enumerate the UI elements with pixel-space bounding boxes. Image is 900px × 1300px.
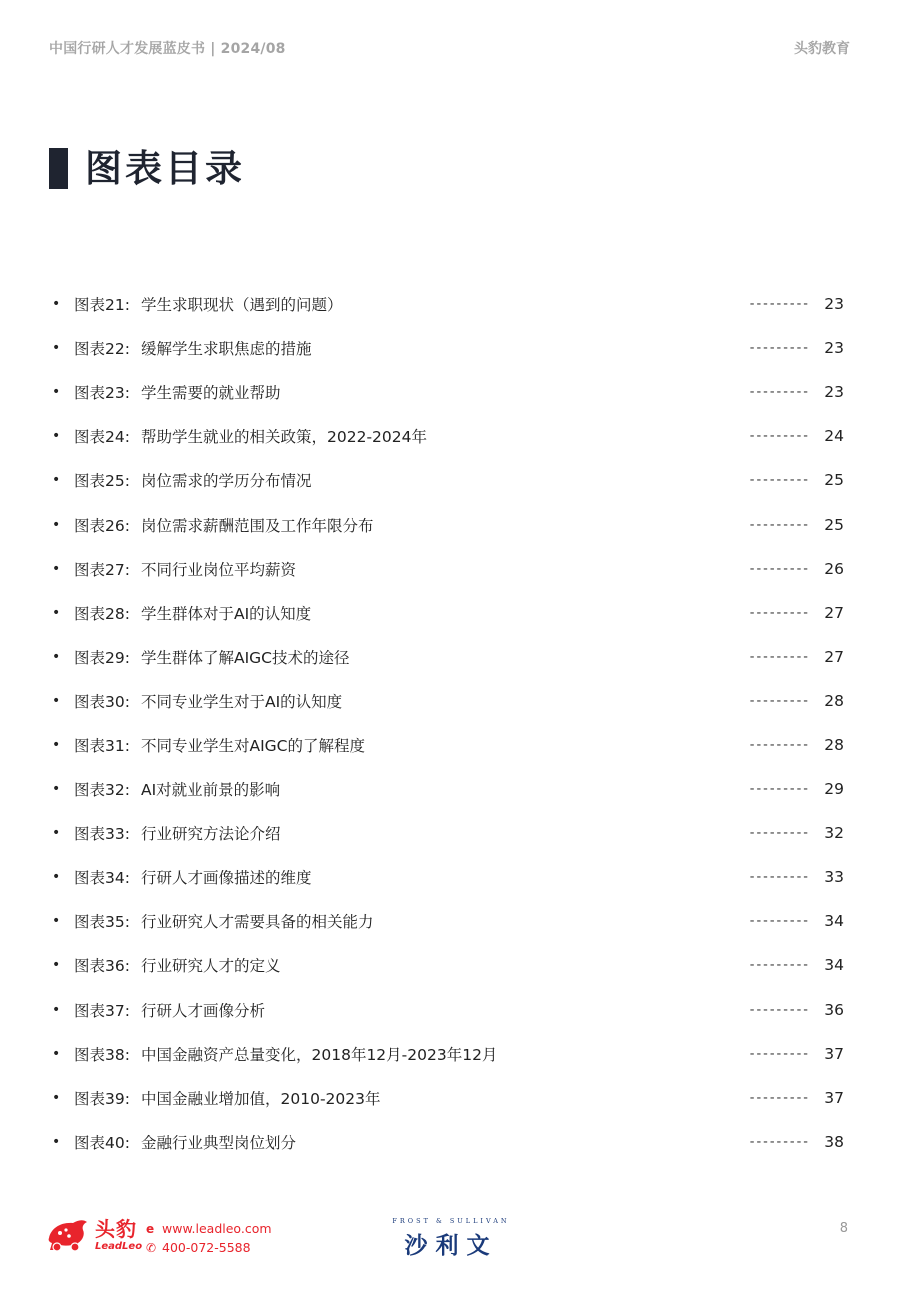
- toc-item[interactable]: [52, 1076, 852, 1120]
- figure-label: 图表27:: [74, 560, 130, 579]
- contact-info: [146, 1219, 272, 1257]
- figure-title: AI对就业前景的影响: [141, 781, 281, 800]
- header-report-title: 中国行研人才发展蓝皮书 | 2024/08: [49, 41, 286, 57]
- bullet-icon: •: [52, 428, 61, 445]
- bullet-icon: •: [52, 648, 61, 665]
- figure-title: 学生群体对于AI的认知度: [141, 604, 312, 623]
- bullet-icon: •: [52, 472, 61, 489]
- figure-page-number: 25: [824, 515, 844, 534]
- toc-item[interactable]: [52, 899, 852, 943]
- section-title: [49, 148, 245, 189]
- figure-title: 不同行业岗位平均薪资: [141, 560, 297, 579]
- leader-dashes: ---------: [749, 517, 810, 533]
- partner-name-en: FROST & SULLIVAN: [392, 1217, 510, 1225]
- toc-item[interactable]: [52, 767, 852, 811]
- figure-title: 不同专业学生对AIGC的了解程度: [141, 736, 366, 755]
- figure-title: 行业研究人才需要具备的相关能力: [141, 913, 374, 932]
- leader-dashes: ---------: [749, 693, 810, 709]
- figure-page-number: 26: [824, 559, 844, 578]
- bullet-icon: •: [52, 1133, 61, 1150]
- figure-page-number: 34: [824, 956, 844, 975]
- bullet-icon: •: [52, 781, 61, 798]
- figure-title: 岗位需求的学历分布情况: [141, 472, 312, 491]
- figure-label: 图表24:: [74, 428, 130, 447]
- leader-dashes: ---------: [749, 605, 810, 621]
- toc-item[interactable]: [52, 811, 852, 855]
- figure-page-number: 24: [824, 427, 844, 446]
- figure-label: 图表40:: [74, 1133, 130, 1152]
- toc-item[interactable]: [52, 635, 852, 679]
- figure-label: 图表23:: [74, 384, 130, 403]
- figure-page-number: 25: [824, 471, 844, 490]
- toc-item[interactable]: [52, 855, 852, 899]
- bullet-icon: •: [52, 516, 61, 533]
- figure-label: 图表39:: [74, 1089, 130, 1108]
- bullet-icon: •: [52, 1045, 61, 1062]
- figure-label: 图表32:: [74, 781, 130, 800]
- bullet-icon: •: [52, 604, 61, 621]
- figure-page-number: 36: [824, 1000, 844, 1019]
- bullet-icon: •: [52, 869, 61, 886]
- figure-page-number: 23: [824, 383, 844, 402]
- bullet-icon: •: [52, 736, 61, 753]
- web-icon: e: [146, 1221, 155, 1236]
- figure-label: 图表35:: [74, 913, 130, 932]
- brand-name-en: LeadLeo: [95, 1240, 143, 1252]
- leader-dashes: ---------: [749, 472, 810, 488]
- leader-dashes: ---------: [749, 384, 810, 400]
- toc-item[interactable]: [52, 502, 852, 546]
- toc-item[interactable]: [52, 547, 852, 591]
- figure-title: 金融行业典型岗位划分: [141, 1133, 297, 1152]
- figure-page-number: 23: [824, 339, 844, 358]
- figure-page-number: 29: [824, 780, 844, 799]
- figure-label: 图表33:: [74, 825, 130, 844]
- bullet-icon: •: [52, 913, 61, 930]
- toc-item[interactable]: [52, 458, 852, 502]
- leader-dashes: ---------: [749, 869, 810, 885]
- leader-dashes: ---------: [749, 561, 810, 577]
- bullet-icon: •: [52, 957, 61, 974]
- bullet-icon: •: [52, 296, 61, 313]
- figure-title: 学生求职现状（遇到的问题）: [141, 296, 343, 315]
- header-brand: 头豹教育: [794, 41, 850, 57]
- toc-item[interactable]: [52, 414, 852, 458]
- figure-label: 图表31:: [74, 736, 130, 755]
- leader-dashes: ---------: [749, 913, 810, 929]
- toc-item[interactable]: [52, 723, 852, 767]
- partner-name-cn: 沙利文: [404, 1233, 498, 1259]
- figure-page-number: 27: [824, 647, 844, 666]
- leader-dashes: ---------: [749, 737, 810, 753]
- leader-dashes: ---------: [749, 1002, 810, 1018]
- figure-label: 图表37:: [74, 1001, 130, 1020]
- figure-title: 中国金融资产总量变化，2018年12月-2023年12月: [141, 1045, 498, 1064]
- figure-label: 图表21:: [74, 296, 130, 315]
- leader-dashes: ---------: [749, 781, 810, 797]
- figure-title: 行业研究方法论介绍: [141, 825, 281, 844]
- figure-label: 图表26:: [74, 516, 130, 535]
- figure-title: 学生群体了解AIGC技术的途径: [141, 648, 350, 667]
- bullet-icon: •: [52, 825, 61, 842]
- figure-page-number: 28: [824, 691, 844, 710]
- phone-icon: ✆: [146, 1240, 157, 1255]
- figure-title: 行研人才画像描述的维度: [141, 869, 312, 888]
- leader-dashes: ---------: [749, 825, 810, 841]
- leader-dashes: ---------: [749, 340, 810, 356]
- figure-title: 中国金融业增加值，2010-2023年: [141, 1089, 381, 1108]
- bullet-icon: •: [52, 340, 61, 357]
- toc-item[interactable]: [52, 679, 852, 723]
- bullet-icon: •: [52, 1001, 61, 1018]
- figure-label: 图表29:: [74, 648, 130, 667]
- figure-page-number: 27: [824, 603, 844, 622]
- toc-item[interactable]: [52, 282, 852, 326]
- figure-page-number: 28: [824, 735, 844, 754]
- figure-label: 图表38:: [74, 1045, 130, 1064]
- page-number: 8: [839, 1221, 848, 1236]
- toc-item[interactable]: [52, 1120, 852, 1164]
- brand-name-cn: 头豹: [95, 1216, 137, 1241]
- page-title: 图表目录: [85, 147, 245, 190]
- toc-item[interactable]: [52, 988, 852, 1032]
- toc-item[interactable]: [52, 1032, 852, 1076]
- toc-item[interactable]: [52, 326, 852, 370]
- figure-index-list: [52, 282, 852, 1164]
- figure-title: 行业研究人才的定义: [141, 957, 281, 976]
- leader-dashes: ---------: [749, 1134, 810, 1150]
- bullet-icon: •: [52, 692, 61, 709]
- figure-page-number: 34: [824, 912, 844, 931]
- figure-title: 岗位需求薪酬范围及工作年限分布: [141, 516, 374, 535]
- toc-item[interactable]: [52, 370, 852, 414]
- frost-sullivan-logo: [388, 1217, 514, 1260]
- leadleo-logo: [45, 1216, 142, 1254]
- leader-dashes: ---------: [749, 649, 810, 665]
- figure-page-number: 32: [824, 824, 844, 843]
- figure-page-number: 38: [824, 1132, 844, 1151]
- leader-dashes: ---------: [749, 1090, 810, 1106]
- toc-item[interactable]: [52, 591, 852, 635]
- phone-number: 400-072-5588: [162, 1240, 251, 1255]
- figure-page-number: 33: [824, 868, 844, 887]
- figure-title: 行研人才画像分析: [141, 1001, 266, 1020]
- website-link[interactable]: www.leadleo.com: [162, 1221, 272, 1236]
- title-accent-bar: [49, 148, 68, 189]
- leader-dashes: ---------: [749, 428, 810, 444]
- figure-label: 图表22:: [74, 340, 130, 359]
- figure-label: 图表30:: [74, 692, 130, 711]
- leopard-logo-icon: [45, 1216, 89, 1254]
- leader-dashes: ---------: [749, 296, 810, 312]
- bullet-icon: •: [52, 1089, 61, 1106]
- bullet-icon: •: [52, 560, 61, 577]
- toc-item[interactable]: [52, 943, 852, 987]
- figure-page-number: 23: [824, 295, 844, 314]
- figure-label: 图表34:: [74, 869, 130, 888]
- figure-title: 不同专业学生对于AI的认知度: [141, 692, 343, 711]
- figure-title: 帮助学生就业的相关政策，2022-2024年: [141, 428, 427, 447]
- figure-title: 学生需要的就业帮助: [141, 384, 281, 403]
- figure-page-number: 37: [824, 1088, 844, 1107]
- figure-label: 图表25:: [74, 472, 130, 491]
- figure-page-number: 37: [824, 1044, 844, 1063]
- figure-label: 图表36:: [74, 957, 130, 976]
- figure-label: 图表28:: [74, 604, 130, 623]
- leader-dashes: ---------: [749, 1046, 810, 1062]
- figure-title: 缓解学生求职焦虑的措施: [141, 340, 312, 359]
- bullet-icon: •: [52, 384, 61, 401]
- leader-dashes: ---------: [749, 957, 810, 973]
